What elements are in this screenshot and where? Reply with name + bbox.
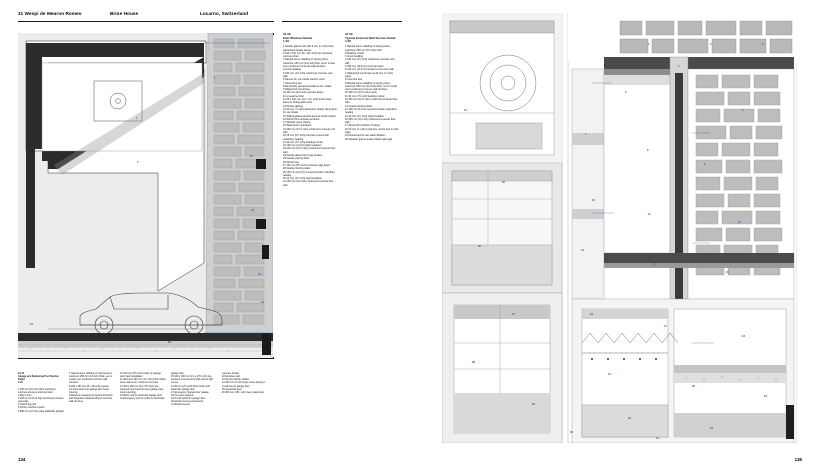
- col1-item-6: 6 Recess for sun shade electric motor: [283, 78, 325, 82]
- key-col-1-line-1: 1 250 mm (10 inch) thick reinforced concrete structure and pool shell: [18, 387, 56, 394]
- r-callout-13: 13: [581, 249, 584, 252]
- key-col-1-line-3: 3 150 mm (6 inch) high reinforced concrete pool edge: [18, 397, 64, 404]
- col1-item-21: 21 40 mm (1½ inch) bedding mortar: [283, 140, 323, 144]
- col1-item-18: 18 Waterproof membrane: [283, 124, 312, 128]
- col1-item-5: 5 234 mm (1½ inch) reinforced concrete roof slab: [283, 71, 333, 78]
- callout-19: 19: [261, 301, 264, 304]
- caption-ref: 31.37: [18, 372, 24, 375]
- key-col-4-line-5: 18 Concrete upstand: [171, 393, 194, 397]
- key-col-1-line-4: 4 Swimming pool: [18, 403, 37, 407]
- caption-title-col: [18, 372, 64, 413]
- col2-scale: 1:20: [345, 39, 352, 44]
- key-col-4-line-3: 16 65 mm (2½ inch) thick timber grid automatic garage door: [171, 384, 210, 391]
- r-callout-12: 12: [738, 221, 741, 224]
- col1-item-16: 16 Silicon fill to window surround: [283, 117, 320, 121]
- text-column-31-38: [283, 33, 337, 187]
- col1-item-24: 24 Double glazed top hung window: [283, 154, 322, 158]
- left-caption-block: [18, 372, 274, 413]
- r-callout-4: 4: [678, 65, 680, 68]
- col1-item-25: 25 Granite paving slabs: [283, 157, 310, 161]
- col1-title: East Window Details: [283, 35, 313, 40]
- col2-item-5: 5 450 mm (18 inch) concrete beam: [345, 65, 384, 69]
- key-col-4-line-4: 17 Emergency manual door release: [171, 390, 209, 394]
- caption-scale: 1:20: [18, 381, 23, 385]
- r-callout-29: 29: [532, 403, 535, 406]
- col1-item-23: 23 230 mm (11½ inch) reinforced concrete floor slab: [283, 147, 336, 154]
- r-callout-5: 5: [625, 91, 627, 94]
- r-callout-7: 7: [585, 133, 587, 136]
- col1-item-11: 11 Limestone lintel: [283, 94, 304, 98]
- r-callout-17: 17: [664, 325, 667, 328]
- col1-item-2: 2 230 x 310 mm (9 x 12¼ inch) pre-stressed concrete lintel: [283, 51, 333, 59]
- key-col-5-line-5: 25 Geotextile layer: [222, 387, 242, 391]
- key-col-1-line-2: 2 Plant room: [18, 393, 32, 397]
- key-col-2: [69, 372, 115, 413]
- r-callout-26: 26: [478, 245, 481, 248]
- key-col-5: [222, 372, 268, 413]
- col2-item-8: 8 Concrete bed: [345, 78, 363, 82]
- key-col-2-line-3: 9 Moisture-resistant permanent formwork with integrated waterproofing to concrete wall structure: [69, 393, 113, 404]
- key-col-3: [120, 372, 166, 413]
- key-col-5-line-4: 24 150 mm (6 inch) deep stone paving in mortar bed to garage floor: [222, 381, 266, 388]
- col2-item-3: 3 Grout bedding: [345, 55, 363, 59]
- r-callout-2: 2: [710, 43, 712, 46]
- header-building: Brine House: [110, 11, 139, 16]
- col1-item-12: 12 60 x 120 mm (2¼ x 4¾ inch) timber door frame to sliding glass door: [283, 98, 332, 105]
- col1-item-8: 8 Electrically operated powdered sun shade: [283, 84, 332, 88]
- col1-item-13: 13 Double glazing: [283, 104, 304, 108]
- col1-item-28: 28 Granite flooring slabs: [283, 167, 311, 171]
- col1-item-7: 7 Steel fixing bar: [283, 81, 302, 85]
- key-col-4-line-1: garage door: [171, 372, 184, 375]
- col2-item-4: 4 234 mm (1½ inch) reinforced concrete roof slab: [345, 58, 395, 65]
- r-callout-14: 14: [652, 263, 655, 266]
- r-callout-16: 16: [590, 313, 593, 316]
- col2-item-20: 20 Filtration grid to sunken finish wall edge: [345, 137, 393, 141]
- col1-item-10: 10 400 mm (16 inch) concrete beam: [283, 91, 324, 95]
- garage-pool-section-drawing: [18, 33, 273, 358]
- r-callout-6: 6: [742, 109, 744, 112]
- col2-item-2: 2 Bedding mortar: [345, 51, 365, 55]
- col1-item-29: 29 150 mm (6 inch) screed bed with underfloor heating: [283, 170, 335, 177]
- col1-scale: 1:10: [283, 39, 290, 44]
- callout-11: 11: [250, 155, 253, 158]
- col2-item-17: 17 Mortar fill to bottom of cavity: [345, 124, 380, 128]
- col2-item-15: 15 40 mm (1½ inch) rigid insulation: [345, 114, 384, 118]
- col2-item-11: 11 40 mm (1½ inch) bedding mortar: [345, 94, 385, 98]
- r-callout-25: 25: [502, 181, 505, 184]
- callout-24: 24: [30, 323, 33, 326]
- col2-item-16: 16 250 mm (10 inch) reinforced concrete floor slab: [345, 117, 396, 125]
- callout-5: 5: [137, 161, 139, 164]
- key-col-1-line-6: 6 550 mm (13 inch) wide trafficable skylight: [18, 409, 64, 413]
- key-col-5-line-3: 23 Second shown slotted: [222, 378, 249, 382]
- key-col-4-line-8: 21 Reinforcement: [171, 403, 190, 407]
- col2-item-12: 12 230 mm (11½ inch) reinforced concrete floor slab: [345, 98, 398, 105]
- col1-ref: 31.38: [283, 32, 291, 36]
- r-callout-3: 3: [762, 43, 764, 46]
- r-callout-20: 20: [692, 385, 695, 388]
- caption-title: Garage and Swimming Pool Section Detail: [18, 375, 59, 382]
- r-callout-15: 15: [726, 271, 729, 274]
- key-col-4-line-2: 15 120 x 400 mm (1⅝ x 16½ inch) pre-stressed concrete lintel with cast-in light recess: [171, 375, 214, 385]
- r-callout-30: 30: [570, 431, 573, 434]
- r-callout-31: 31: [656, 437, 659, 440]
- callout-4: 4: [136, 117, 138, 120]
- col1-item-19: 19 230 mm (11½ inch) reinforced concrete roof slab: [283, 127, 335, 134]
- r-callout-19: 19: [608, 373, 611, 376]
- r-callout-27: 27: [512, 313, 515, 316]
- col1-item-3: 3 Natural stone cladding of varying sizes, maximum 250 mm (10 inch) thick, set in mortar over reinforced concrete wall structure: [283, 58, 336, 69]
- header-project: 31 Wespi de Meuron Romeo: [18, 11, 82, 16]
- col1-item-31: 31 250 mm (10 inch) reinforced concrete floor slab: [283, 180, 334, 187]
- col1-item-17: 17 Modular stone paving: [283, 121, 311, 125]
- col2-item-1: 1 Natural stone cladding of varying sizes, maximum 250 mm (10 inch) thick: [345, 45, 391, 52]
- col1-item-20: 20 18 mm (0½ inch) concrete screed with underfloor heating: [283, 134, 329, 141]
- col2-item-14: 14 150 mm (6 inch) screed bed with underfloor heating: [345, 107, 397, 115]
- col1-item-27: 27 140 mm (5½ inch) concrete edge beam: [283, 163, 331, 167]
- col2-item-18: 18 20 mm (¾ inch) protective mortar bed to slab edge: [345, 127, 399, 134]
- r-callout-21: 21: [764, 395, 767, 398]
- callout-26: 26: [168, 341, 171, 344]
- col2-item-6: 6 230 mm (10 inch) reinforced concrete wall: [345, 68, 394, 72]
- col1-item-4: 4 Grout bedding: [283, 68, 301, 72]
- key-col-2-line-1: 7 Natural stone cladding of varying sizes, maximum 250 mm (10 inch) thick, set on mortar over reinforced concrete wall structure: [69, 372, 113, 385]
- right-page-number: 135: [794, 457, 802, 462]
- col1-item-22: 22 100 mm (4 inch) rigid insulation: [283, 144, 322, 148]
- r-callout-28: 28: [472, 361, 475, 364]
- callout-7: 7: [214, 77, 216, 80]
- col2-ref: 31.09: [345, 32, 353, 36]
- col2-item-7: 7 Waterproof membrane to 20 mm (¾ inch) cavity: [345, 71, 393, 78]
- key-col-3-line-5: 14 Emergency electric cable for automatic: [120, 397, 165, 400]
- r-callout-10: 10: [592, 199, 595, 202]
- key-col-2-line-2: 8 200 x 450 mm (8 x 18 inch) precast concrete lintel over garage door head, housing: [69, 384, 110, 394]
- col1-item-9: 9 Waterproof membrane: [283, 88, 311, 92]
- wall-section-details-drawing: [442, 13, 797, 443]
- r-callout-18: 18: [742, 335, 745, 338]
- col2-title: Typical External Wall Section Detail: [345, 35, 396, 40]
- key-col-5-line-1: concrete footing: [222, 372, 240, 375]
- key-col-4-line-7: 20 Electric movement detector: [171, 400, 204, 404]
- col1-item-26: 26 Mortar bed: [283, 160, 299, 164]
- header-rule-left: [18, 21, 274, 22]
- col2-item-9: 9 Natural stone cladding of varying sizes, maximum 250 mm (10 inch) thick, set in mortar over reinforced concrete wall structure: [345, 81, 398, 92]
- col1-item-30: 30 40 mm (1½ inch) rigid insulation: [283, 177, 322, 181]
- key-col-3-line-3: 12 300 x 200 mm (12 x 8½ inch) pre-stressed concrete lintel over garage door track mounting: [120, 384, 164, 394]
- r-callout-11: 11: [648, 213, 651, 216]
- r-callout-8: 8: [647, 149, 649, 152]
- header-location: Locarno, Switzerland: [200, 11, 249, 16]
- text-column-31-09: [345, 33, 399, 141]
- col2-item-13: 13 Granite flooring slabs: [345, 104, 373, 108]
- section-linework: [18, 33, 273, 358]
- right-page: [420, 0, 820, 475]
- r-callout-22: 22: [628, 417, 631, 420]
- col2-item-10: 10 250 mm (11½ inch) cavity: [345, 91, 377, 95]
- header-rule-right: [282, 21, 402, 22]
- key-col-5-line-6: 26 400 mm (15¾ inch) deep gravel bed: [222, 390, 264, 394]
- key-col-3-line-4: 13 Motor unit for automatic garage door: [120, 393, 162, 397]
- key-col-1-line-5: 5 Infinity overflow system: [18, 406, 45, 410]
- col1-item-14: 14 22 mm (⅞ inch) aluminium shutter rail system for sun shade: [283, 107, 337, 115]
- key-col-5-line-2: 22 Entrance stair: [222, 375, 241, 379]
- col1-item-15: 15 Sliding glazed window beyond shown dotted: [283, 114, 336, 118]
- key-col-4-line-6: 19 On-off switch for garage door: [171, 397, 206, 400]
- callout-16: 16: [258, 273, 261, 276]
- key-col-3-line-1: 10 220 mm (8½ inch) cavity for garage door track installation: [120, 372, 161, 379]
- r-callout-24: 24: [464, 109, 467, 112]
- left-page-number: 134: [18, 457, 26, 462]
- col2-item-19: 19 Gravel bed for rain water filtration: [345, 134, 386, 138]
- key-col-4: [171, 372, 217, 413]
- callout-13: 13: [251, 209, 254, 212]
- r-callout-23: 23: [710, 427, 713, 430]
- col1-item-1: 1 Double-glazed unit with 6 mm (¼ inch) thick galvanised facade panels: [283, 45, 334, 52]
- r-callout-9: 9: [704, 163, 706, 166]
- r-callout-1: 1: [648, 43, 650, 46]
- key-col-3-line-2: 11 Minimum 200 mm (7¾ inch) thick rubble stone wall set in reinforced concrete: [120, 378, 166, 385]
